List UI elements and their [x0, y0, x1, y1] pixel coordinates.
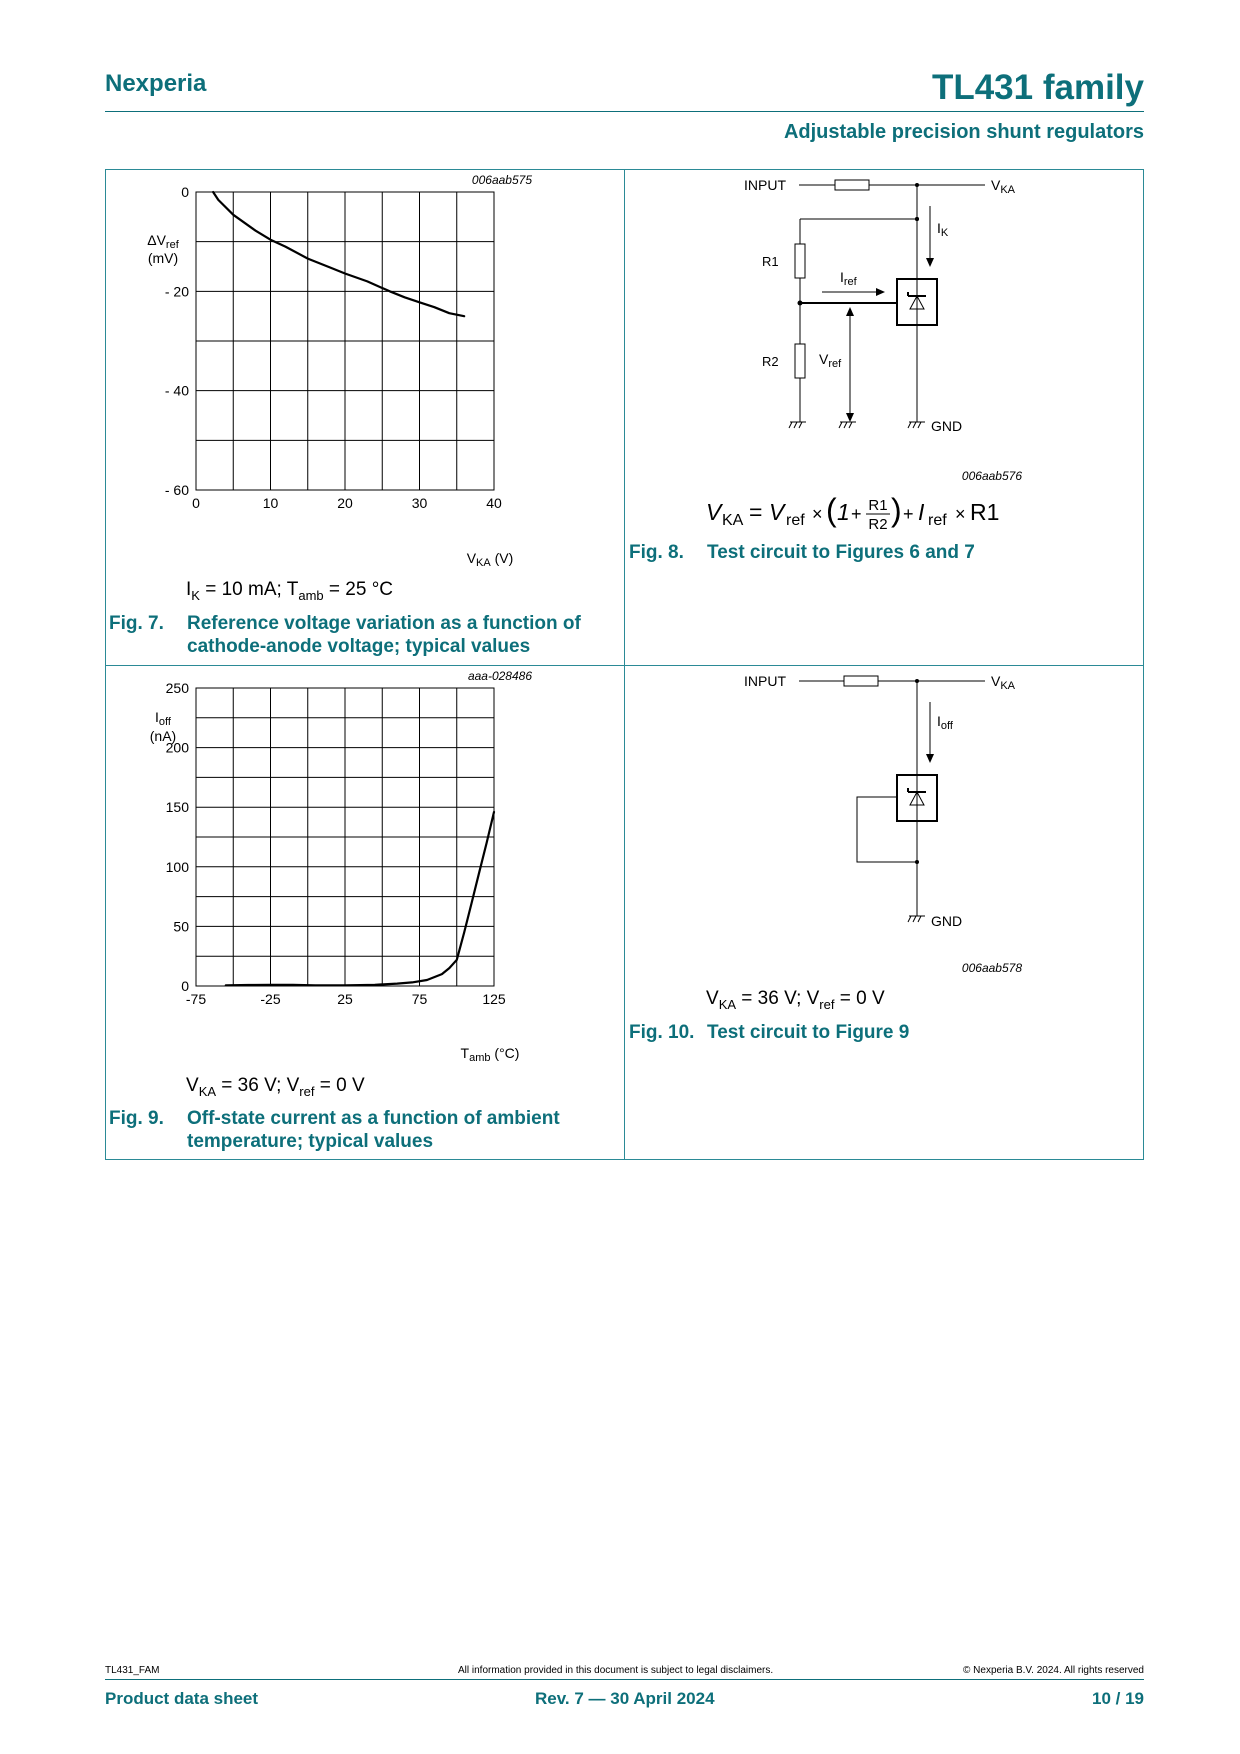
- fig8-r1-label: R1: [762, 254, 779, 269]
- fig8-vka-label: $V_{KA}$: [991, 177, 1016, 196]
- y-tick-label: 100: [165, 858, 189, 875]
- fig9-caption-line1: Off-state current as a function of ambient: [187, 1108, 560, 1129]
- fig10-ioff-label: $I_{off}$: [937, 713, 953, 732]
- fig10-number: Fig. 10.: [629, 1022, 695, 1043]
- fig9-caption: [109, 1107, 619, 1155]
- y-tick-label: 250: [165, 680, 189, 696]
- fig10-gnd-label: GND: [931, 913, 963, 929]
- footer-page-number: 10 / 19: [1092, 1689, 1144, 1708]
- svg-text:R1: R1: [868, 497, 888, 514]
- fig10-input-resistor: [844, 676, 878, 686]
- fig7-caption: [109, 612, 619, 660]
- svg-text:V: V: [706, 499, 722, 525]
- svg-text:ref: ref: [786, 512, 805, 529]
- fig9-x-ticks: [186, 991, 506, 1007]
- x-tick-label: -25: [260, 991, 281, 1007]
- x-tick-label: 10: [262, 495, 279, 511]
- fig8-iref-label: $I_{ref}$: [840, 269, 857, 288]
- footer-rule: [105, 1679, 1144, 1680]
- fig8-ik-label: $I_K$: [937, 220, 949, 239]
- fig10-conditions: $V_{KA} = 36$ V; $V_{ref} = 0$ V: [706, 988, 885, 1012]
- y-tick-label: 0: [181, 184, 189, 200]
- fig7-code-label: 006aab575: [471, 173, 532, 187]
- fig8-number: Fig. 8.: [629, 542, 684, 563]
- fig8-r2-label: R2: [762, 354, 779, 369]
- fig7-x-ticks: [192, 495, 502, 511]
- series-line: [213, 192, 464, 316]
- document-title: TL431 family: [931, 68, 1144, 107]
- fig9-grid: [196, 688, 494, 986]
- svg-text:1: 1: [837, 499, 850, 525]
- fig9-chart: [130, 668, 560, 1068]
- fig9-y-unit: (nA): [149, 728, 177, 744]
- fig8-caption: [629, 541, 1129, 565]
- fig10-code-label: 006aab578: [961, 961, 1022, 975]
- fig9-series: [226, 812, 494, 985]
- brand-name: Nexperia: [105, 70, 207, 97]
- fig7-number: Fig. 7.: [109, 613, 164, 634]
- fig9-caption-line2: temperature; typical values: [187, 1131, 434, 1152]
- y-tick-label: - 20: [164, 283, 189, 300]
- x-tick-label: 25: [337, 991, 353, 1007]
- fig7-caption-line1: Reference voltage variation as a function of: [187, 613, 581, 634]
- fig8-formula: [700, 490, 1020, 536]
- fig7-y-label: $\Delta V_{ref}$: [147, 232, 179, 251]
- x-tick-label: 20: [337, 495, 353, 511]
- x-tick-label: 75: [411, 991, 428, 1007]
- fig10-vka-label: $V_{KA}$: [991, 673, 1016, 692]
- svg-text:×: ×: [812, 504, 823, 524]
- fig7-grid: [196, 192, 494, 490]
- svg-text:+: +: [903, 504, 914, 524]
- y-tick-label: - 60: [164, 482, 189, 498]
- svg-text:R2: R2: [868, 516, 888, 533]
- series-line: [226, 812, 494, 985]
- svg-text:I: I: [918, 499, 925, 525]
- x-tick-label: 30: [411, 495, 428, 511]
- fig9-number: Fig. 9.: [109, 1108, 164, 1129]
- svg-text:KA: KA: [722, 512, 744, 529]
- y-tick-label: 0: [181, 978, 189, 994]
- fig8-caption-text: Test circuit to Figures 6 and 7: [707, 542, 975, 563]
- fig10-caption-text: Test circuit to Figure 9: [707, 1022, 910, 1043]
- fig7-caption-line2: cathode-anode voltage; typical values: [187, 636, 531, 657]
- fig7-chart: [130, 172, 560, 572]
- fig8-code-label: 006aab576: [961, 469, 1022, 483]
- fig8-r1-resistor: [795, 244, 805, 278]
- fig8-input-resistor: [835, 180, 869, 190]
- fig10-ground-symbol: [908, 916, 925, 922]
- x-tick-label: 40: [486, 495, 502, 511]
- y-tick-label: 200: [165, 739, 189, 756]
- svg-text:+: +: [851, 504, 862, 524]
- footer-disclaimer: All information provided in this document is subject to legal disclaimers.: [458, 1665, 774, 1676]
- fig7-conditions: $I_K = 10$ mA; $T_{amb} = 25$ °C: [186, 579, 394, 603]
- fig7-series: [213, 192, 464, 316]
- fig10-input-label: INPUT: [744, 673, 786, 689]
- document-subtitle: Adjustable precision shunt regulators: [783, 121, 1144, 143]
- fig7-x-label: $V_{KA}$ (V): [466, 550, 514, 569]
- svg-text:(: (: [826, 492, 837, 528]
- x-tick-label: 125: [482, 991, 506, 1007]
- fig10-caption: [629, 1021, 1129, 1045]
- fig10-circuit: [740, 668, 1040, 988]
- svg-text:): ): [891, 492, 902, 528]
- svg-text:×: ×: [955, 504, 966, 524]
- figure-table-divider-horizontal: [105, 665, 1144, 666]
- fig9-x-label: $T_{amb}$ (°C): [460, 1045, 520, 1064]
- fig9-y-label: $I_{off}$: [155, 709, 171, 728]
- fig8-vref-label: $V_{ref}$: [819, 351, 842, 370]
- fig8-circuit: [740, 172, 1040, 492]
- svg-text:ref: ref: [928, 512, 947, 529]
- footer-revision: Rev. 7 — 30 April 2024: [535, 1689, 715, 1708]
- fig9-conditions: $V_{KA} = 36$ V; $V_{ref} = 0$ V: [186, 1075, 365, 1099]
- svg-text:R1: R1: [970, 499, 1000, 525]
- svg-text:V: V: [769, 499, 785, 525]
- x-tick-label: -75: [185, 991, 207, 1007]
- fig7-y-unit: (mV): [147, 250, 179, 266]
- svg-text:=: =: [749, 499, 763, 525]
- footer-copyright: © Nexperia B.V. 2024. All rights reserved: [963, 1665, 1144, 1676]
- fig7-y-ticks: [165, 184, 189, 498]
- footer-doc-type: Product data sheet: [105, 1689, 259, 1708]
- footer-doc-id: TL431_FAM: [105, 1665, 160, 1676]
- y-tick-label: 50: [173, 918, 189, 935]
- fig8-input-label: INPUT: [744, 177, 786, 193]
- fig8-ground-symbols: [789, 422, 925, 428]
- fig9-code-label: aaa-028486: [467, 669, 532, 683]
- y-tick-label: 150: [165, 799, 189, 816]
- x-tick-label: 0: [192, 495, 200, 511]
- fig8-r2-resistor: [795, 344, 805, 378]
- fig8-gnd-label: GND: [931, 418, 963, 434]
- y-tick-label: - 40: [164, 382, 189, 399]
- header-rule: [105, 111, 1144, 112]
